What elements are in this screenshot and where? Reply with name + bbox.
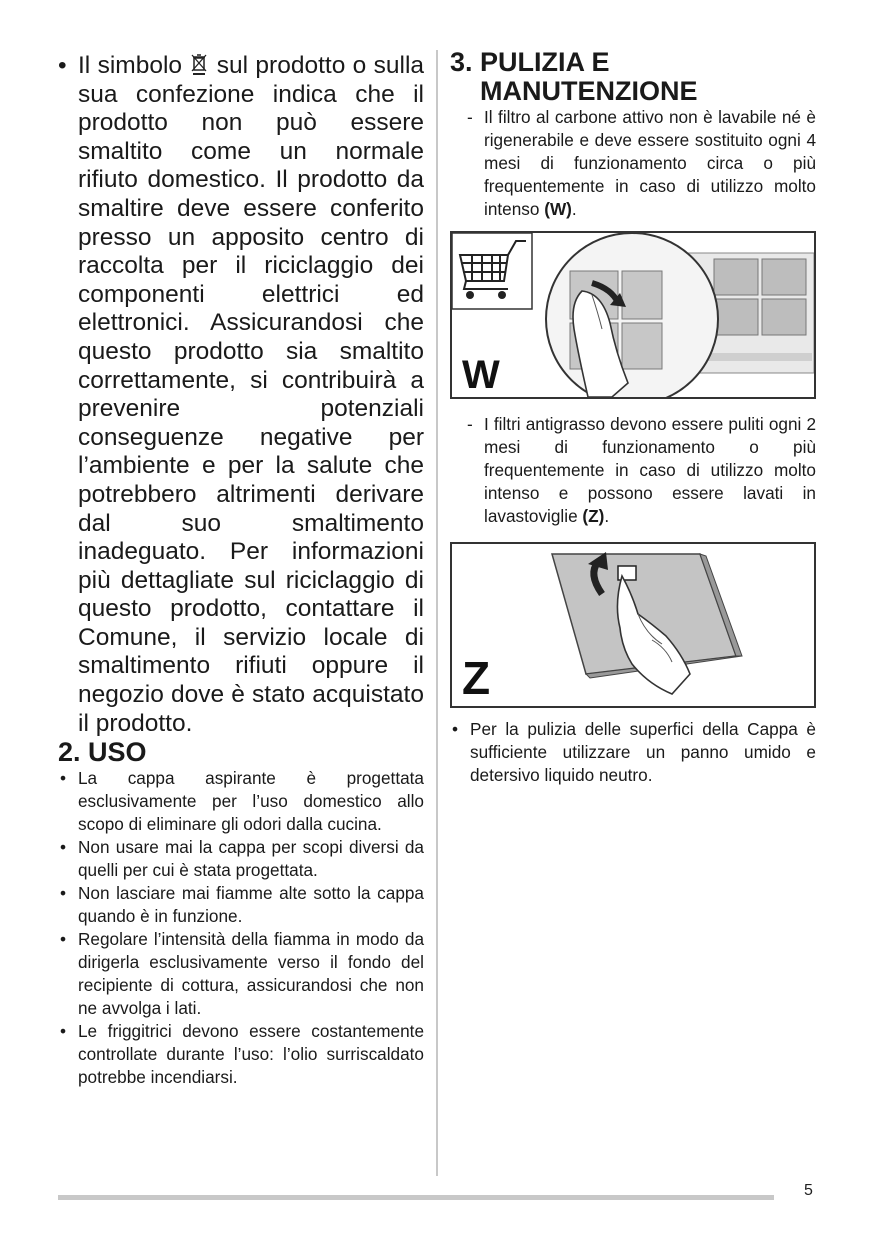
grease-filter-illustration [452,544,814,706]
grease-filter-text: I filtri antigrasso devono essere puliti ogni 2 mesi di funzionamento o più frequentemente in caso di utilizzo molto intenso e possono essere lavati in lavastoviglie [484,414,816,526]
bullet-dot: • [452,719,459,739]
list-item: • Le friggitrici devono essere costantemente controllate durante l’uso: l’olio surriscaldato potrebbe incendiarsi. [60,1021,424,1088]
weee-text-before: Il simbolo [78,52,183,79]
list-item: • Per la pulizia delle superfici della Cappa è sufficiente utilizzare un panno umido e detersivo liquido neutro. [452,719,816,785]
list-item: • La cappa aspirante è progettata esclusivamente per l’uso domestico allo scopo di eliminare gli odori dalla cucina. [60,768,424,835]
dash-marker: - [467,107,473,127]
list-item: • Regolare l’intensità della fiamma in modo da dirigerla esclusivamente verso il fondo del recipiente di cottura, assicurandosi che non ne avvolga i lati. [60,929,424,1019]
carbon-filter-note: - Il filtro al carbone attivo non è lavabile né è rigenerabile e deve essere sostituito ogni 4 mesi di funzionamento circa o più frequentemente in caso di utilizzo molto intenso (W). [467,107,816,219]
section-pulizia-heading [450,48,816,106]
dash-marker: - [467,414,473,434]
section-title-line1: PULIZIA E [480,47,610,77]
figure-w-carbon-filter [450,231,816,399]
footer-rule [58,1195,774,1200]
figure-w-label: W [462,353,500,397]
left-column [58,52,424,1089]
carbon-filter-ref: (W) [544,199,572,219]
figure-z-grease-filter [450,542,816,708]
bullet-dot: • [60,883,67,904]
list-item: • Non lasciare mai fiamme alte sotto la cappa quando è in funzione. [60,883,424,927]
uso-list [58,767,424,1089]
right-column [450,48,816,787]
grease-filter-ref: (Z) [582,506,605,526]
section-number: 2. [58,737,81,768]
section-title: USO [88,737,147,768]
section-title [480,48,698,106]
column-divider [436,50,438,1176]
weee-text-after: sul prodotto o sulla sua confezione indica che il prodotto non può essere smaltito come un normale rifiuto domestico. Il prodotto da smaltire deve essere conferito presso un apposito centro di raccolta per il riciclaggio dei componenti elettrici ed elettronici. Assicurandosi che questo prodotto sia smaltito correttamente, si contribuirà a prevenire potenziali conseguenze negative per l’ambiente e per la salute che potrebbero altrimenti derivare dal suo smaltimento inadeguato. Per informazioni più dettagliate sul riciclaggio di questo prodotto, contattare il Comune, il servizio locale di smaltimento rifiuti oppure il negozio dove è stato acquistato il prodotto. [78,52,425,737]
grease-filter-note: - I filtri antigrasso devono essere puliti ogni 2 mesi di funzionamento o più frequentemente in caso di utilizzo molto intenso e possono essere lavati in lavastoviglie (Z). [467,414,816,526]
carbon-filter-text: Il filtro al carbone attivo non è lavabile né è rigenerabile e deve essere sostituito ogni 4 mesi di funzionamento circa o più frequentemente in caso di utilizzo molto intenso [484,107,816,219]
figure-z-label: Z [462,652,491,704]
cleaning-list [450,718,816,787]
weee-disposal-paragraph [58,52,424,738]
bullet-dot: • [60,768,67,789]
section-title-line2: MANUTENZIONE [480,76,698,106]
section-uso-heading [58,738,424,767]
page-number: 5 [804,1182,813,1199]
list-item: • Non usare mai la cappa per scopi diversi da quelli per cui è stata progettata. [60,837,424,881]
carbon-filter-illustration [452,233,814,397]
section-number: 3. [450,47,473,77]
bullet-dot: • [60,929,67,950]
bullet-dot: • [60,1021,67,1042]
bullet-dot: • [60,837,67,858]
crossed-bin-icon [191,53,207,75]
bullet-dot: • [58,52,67,79]
